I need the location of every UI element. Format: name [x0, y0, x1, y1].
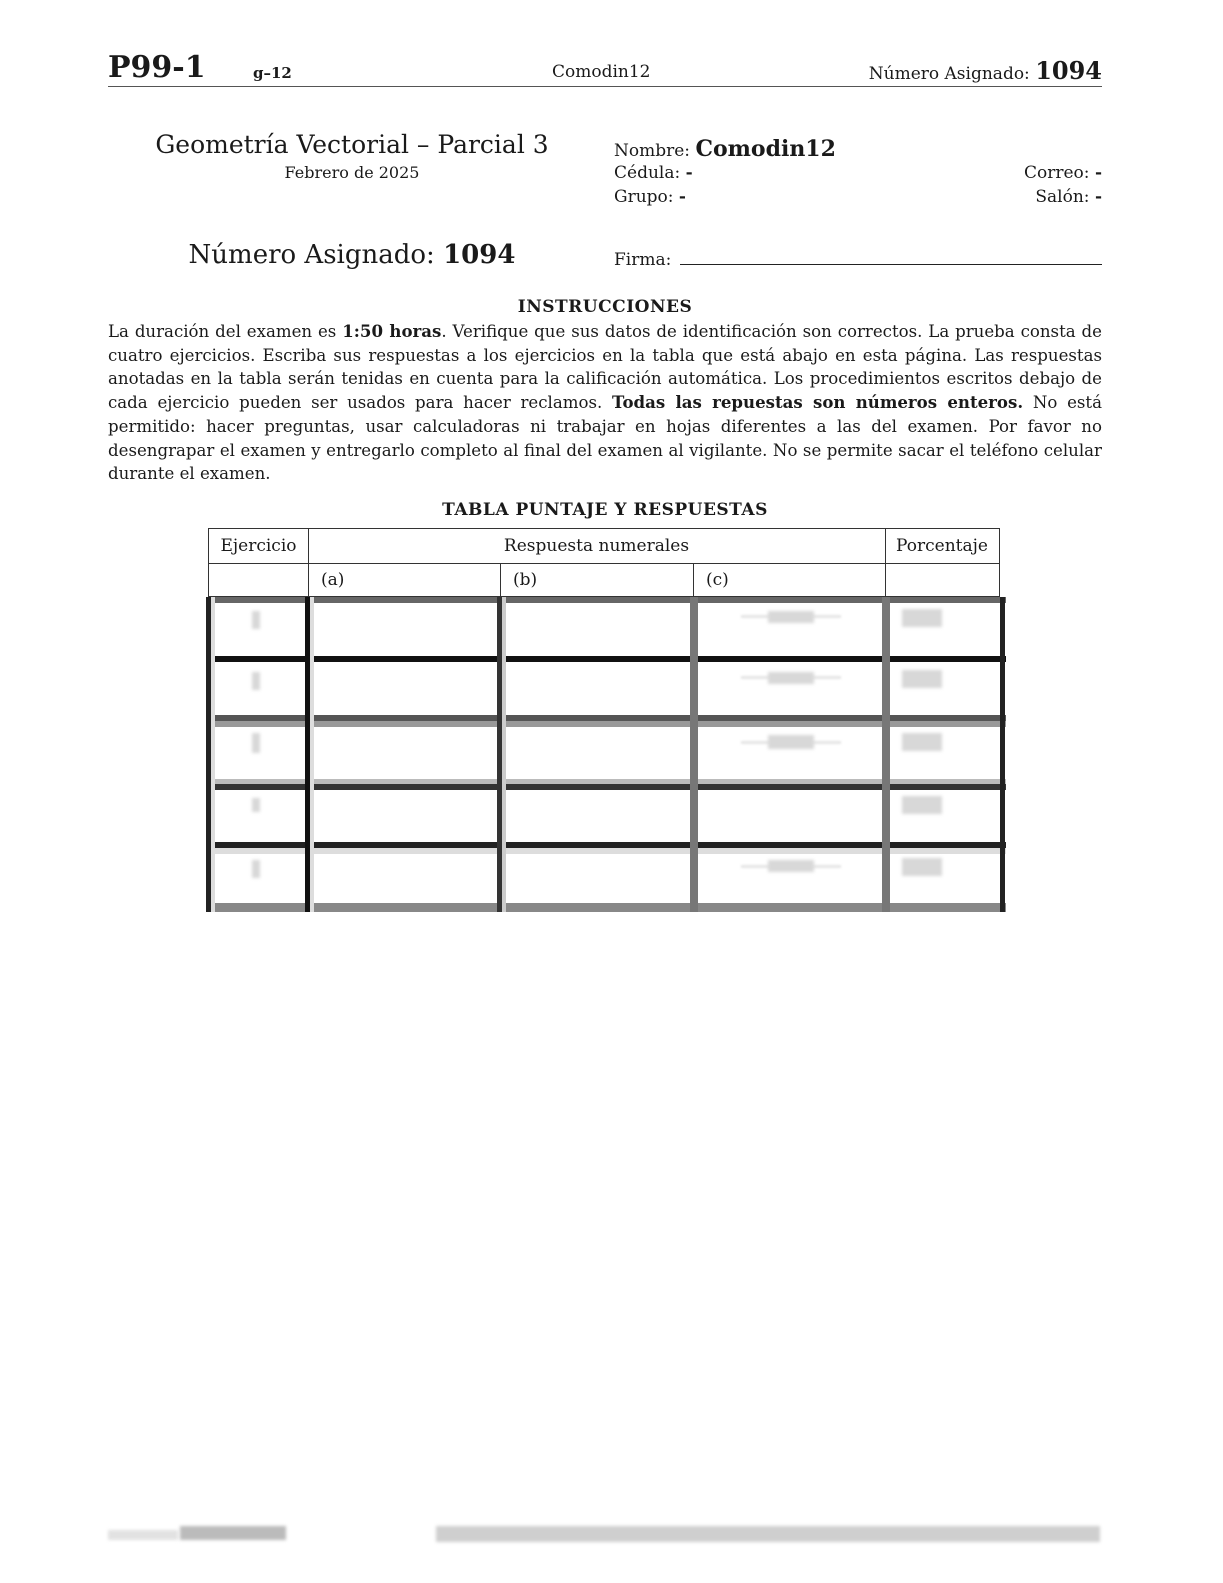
table-row	[206, 727, 1006, 790]
percentage-redacted	[902, 670, 942, 688]
sub-col-c: (c)	[706, 570, 729, 590]
percentage-redacted	[902, 858, 942, 876]
instr-part-1: La duración del examen es	[108, 322, 343, 341]
percentage-redacted	[902, 733, 942, 751]
cedula-value: -	[685, 163, 693, 183]
divider	[693, 563, 694, 597]
sub-col-a: (a)	[321, 570, 345, 590]
assigned-label: Número Asignado:	[188, 240, 435, 270]
exam-code: P99-1	[108, 50, 206, 85]
answer-c-redacted	[768, 611, 814, 623]
table-row	[206, 790, 1006, 853]
percentage-redacted	[902, 609, 942, 627]
exercise-number-redacted	[252, 798, 260, 812]
firma-label: Firma:	[614, 250, 672, 270]
nombre-field	[614, 136, 836, 162]
percentage-redacted	[902, 796, 942, 814]
answer-c-redacted	[768, 672, 814, 684]
instructions-text	[108, 320, 1102, 486]
header-student-name: Comodin12	[552, 62, 651, 82]
correo-field	[1024, 163, 1102, 183]
divider	[500, 563, 501, 597]
correo-value: -	[1094, 163, 1102, 183]
table-title: TABLA PUNTAJE Y RESPUESTAS	[442, 500, 768, 520]
instr-part-2: . Verifique que sus datos de identificación son correctos. La prueba consta de cuatro ejercicios. Escriba sus respuestas a los ejercicios en la tabla que está abajo en esta página. Las respuestas anotadas en la tabla serán tenidas en cuenta para la calificación automática. Los procedimientos escritos debajo de cada ejercicio pueden ser usados para hacer reclamos.	[108, 322, 1102, 413]
table-row	[206, 854, 1006, 917]
divider	[209, 563, 999, 564]
cedula-label: Cédula:	[614, 163, 681, 183]
col-respuesta: Respuesta numerales	[503, 536, 690, 556]
answers-table-header	[208, 528, 1000, 597]
grupo-value: -	[678, 187, 686, 207]
footer-left-redacted	[108, 1526, 286, 1542]
correo-label: Correo:	[1024, 163, 1090, 183]
header-assigned-label: Número Asignado:	[868, 64, 1030, 84]
salon-value: -	[1094, 187, 1102, 207]
exercise-number-redacted	[252, 860, 260, 878]
instr-part-3: No está permitido: hacer preguntas, usar calculadoras ni trabajar en hojas diferentes a las del examen. Por favor no desengrapar el examen y entregarlo completo al final del examen al vigilante. No se permite sacar el teléfono celular durante el examen.	[108, 393, 1102, 484]
instructions-title: INSTRUCCIONES	[517, 297, 693, 317]
salon-label: Salón:	[1035, 187, 1090, 207]
answers-table-body	[206, 597, 1006, 912]
table-row	[206, 662, 1006, 725]
exercise-number-redacted	[252, 672, 260, 690]
sub-col-b: (b)	[513, 570, 538, 590]
group-code: g–12	[253, 64, 292, 82]
header-assigned-number	[869, 56, 1102, 85]
nombre-label: Nombre:	[614, 141, 691, 161]
exercise-number-redacted	[252, 611, 260, 629]
col-ejercicio: Ejercicio	[220, 536, 297, 556]
footer-right-redacted	[436, 1526, 1100, 1542]
footer-text-redacted	[180, 1526, 286, 1540]
signature-line[interactable]	[680, 264, 1102, 265]
exam-title: Geometría Vectorial – Parcial 3	[155, 130, 549, 159]
table-row	[206, 597, 1006, 660]
instr-integers-note: Todas las repuestas son números enteros.	[612, 392, 1024, 413]
exercise-number-redacted	[252, 733, 260, 753]
footer-text-redacted	[108, 1530, 178, 1540]
assigned-value: 1094	[443, 240, 516, 270]
footer-text-redacted	[436, 1526, 1100, 1542]
nombre-value: Comodin12	[695, 136, 836, 162]
answer-c-redacted	[768, 860, 814, 872]
salon-field	[1035, 187, 1102, 207]
header-assigned-value: 1094	[1035, 56, 1102, 85]
col-porcentaje: Porcentaje	[896, 536, 988, 556]
answer-c-redacted	[768, 735, 814, 749]
header-rule	[108, 86, 1102, 87]
grupo-label: Grupo:	[614, 187, 674, 207]
grupo-field	[614, 187, 686, 207]
cedula-field	[614, 163, 693, 183]
instr-duration: 1:50 horas	[342, 321, 442, 341]
exam-date: Febrero de 2025	[284, 163, 420, 182]
assigned-number-block	[140, 240, 564, 270]
